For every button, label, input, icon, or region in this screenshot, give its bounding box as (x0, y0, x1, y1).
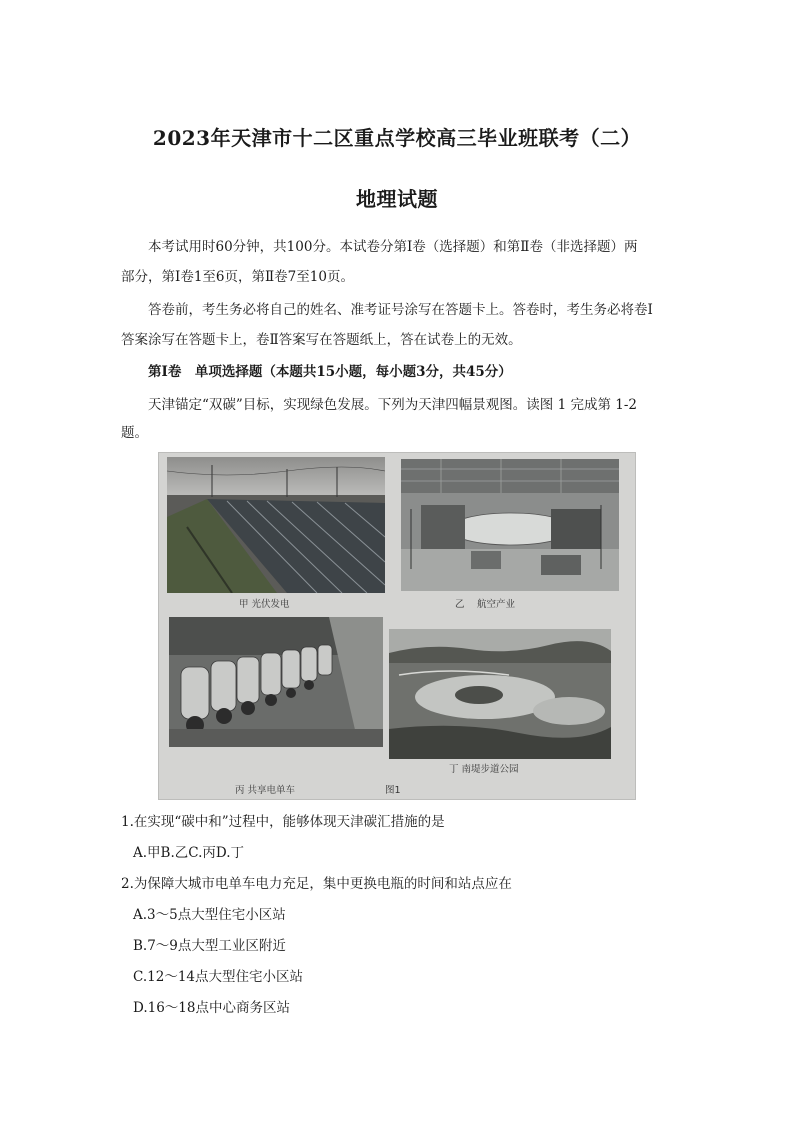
intro-line-3: 答卷前，考生务必将自己的姓名、准考证号涂写在答题卡上。答卷时，考生务必将卷Ⅰ (148, 302, 653, 318)
photo-shared-ebikes (169, 617, 383, 747)
figure-label: 图1 (385, 785, 401, 796)
section-heading: 第Ⅰ卷 单项选择题（本题共15小题，每小题3分，共45分） (148, 364, 512, 380)
photo-aviation-factory (401, 459, 619, 591)
exam-subject-title: 地理试题 (356, 187, 438, 211)
caption-d: 丁 南堤步道公园 (449, 764, 519, 775)
stem-line-1: 天津锚定“双碳”目标，实现绿色发展。下列为天津四幅景观图。读图 1 完成第 1-2 (148, 397, 638, 413)
question-2: 2.为保障大城市电单车电力充足，集中更换电瓶的时间和站点应在 (121, 876, 512, 892)
question-2-option-b: B.7～9点大型工业区附近 (133, 938, 286, 954)
intro-line-2: 部分，第Ⅰ卷1至6页，第Ⅱ卷7至10页。 (121, 269, 354, 285)
figure-1 (158, 452, 636, 800)
question-1: 1.在实现“碳中和”过程中，能够体现天津碳汇措施的是 (121, 814, 445, 830)
question-2-option-a: A.3～5点大型住宅小区站 (133, 907, 286, 923)
intro-line-1: 本考试用时60分钟，共100分。本试卷分第Ⅰ卷（选择题）和第Ⅱ卷（非选择题）两 (148, 239, 638, 255)
intro-line-4: 答案涂写在答题卡上，卷Ⅱ答案写在答题纸上，答在试卷上的无效。 (121, 332, 522, 348)
question-2-option-c: C.12～14点大型住宅小区站 (133, 969, 303, 985)
question-1-options: A.甲B.乙C.丙D.丁 (133, 845, 245, 861)
stem-line-2: 题。 (121, 425, 148, 441)
photo-solar-farm (167, 457, 385, 593)
question-2-option-d: D.16～18点中心商务区站 (133, 1000, 290, 1016)
caption-a: 甲 光伏发电 (239, 599, 290, 610)
caption-b: 乙 航空产业 (455, 599, 516, 610)
exam-title: 2023年天津市十二区重点学校高三毕业班联考（二） (152, 126, 642, 150)
photo-park-wetland (389, 629, 611, 759)
caption-c: 丙 共享电单车 (235, 785, 296, 796)
